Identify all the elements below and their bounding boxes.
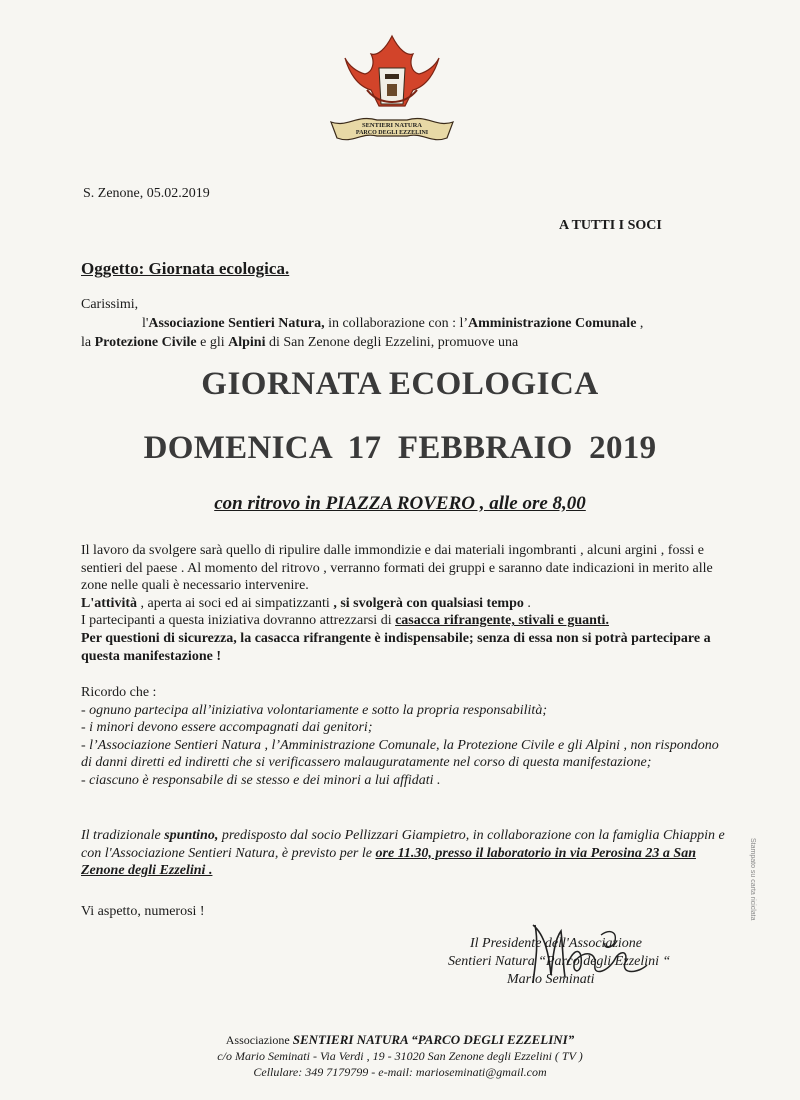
- weather-text: , aperta ai soci ed ai simpatizzanti: [137, 595, 334, 611]
- intro-civil-protection: Protezione Civile: [94, 335, 197, 350]
- intro-paragraph: [81, 314, 721, 352]
- signature-block: [448, 935, 730, 989]
- snack-text: Il tradizionale: [81, 828, 165, 843]
- letterhead-footer: [0, 1032, 800, 1080]
- safety-paragraph: [81, 630, 726, 665]
- snack-text: predisposto dal socio Pellizzari Giampietro, in collaborazione con la famiglia Chiappin e con l'Associazione Sentieri Natura, è previsto per le: [81, 828, 725, 861]
- equipment-list: casacca rifrangente, stivali e guanti.: [395, 613, 609, 629]
- reminder-item: - l’Associazione Sentieri Natura , l’Amministrazione Comunale, la Protezione Civile e gli Alpini , non rispondono di danni diretti ed indiretti che si verificassero malauguratamente nel corso di questa manifestazione;: [81, 737, 719, 771]
- intro-association-name: Associazione Sentieri Natura,: [148, 316, 325, 331]
- closing-line: Vi aspetto, numerosi !: [81, 904, 205, 919]
- equipment-text: I partecipanti a questa iniziativa dovranno attrezzarsi di: [81, 613, 396, 629]
- activity-label: L'attività: [81, 595, 137, 611]
- footer-org-name: SENTIERI NATURA “PARCO DEGLI EZZELINI”: [292, 1032, 575, 1047]
- intro-text: in collaborazione con : l’: [324, 316, 469, 331]
- footer-phone-email: 349 7179799 - e-mail: marioseminati@gmail.com: [302, 1065, 547, 1079]
- snack-label: spuntino,: [164, 828, 219, 843]
- weather-text: .: [523, 595, 531, 611]
- footer-contacts: [0, 1064, 800, 1080]
- event-title: GIORNATA ECOLOGICA: [201, 366, 599, 402]
- reminder-title: Ricordo che :: [81, 685, 157, 700]
- details-section: [81, 542, 726, 665]
- reminder-item: - ognuno partecipa all’iniziativa volontariamente e sotto la propria responsabilità;: [81, 702, 547, 718]
- intro-line-2: [81, 333, 721, 352]
- intro-line-1: [81, 314, 721, 333]
- intro-text: di San Zenone degli Ezzelini, promuove una: [265, 335, 519, 350]
- subject-line: Oggetto: Giornata ecologica.: [81, 259, 290, 278]
- intro-text: e gli: [196, 335, 229, 350]
- signature-role: Il Presidente dell'Associazione: [470, 936, 642, 951]
- footer-address: c/o Mario Seminati - Via Verdi , 19 - 31020 San Zenone degli Ezzelini ( TV ): [217, 1049, 583, 1063]
- red-lily-emblem-icon: [345, 36, 439, 106]
- snack-paragraph: [81, 827, 726, 880]
- details-paragraph: Il lavoro da svolgere sarà quello di ripulire dalle immondizie e dai materiali ingombranti , alcuni argini , fossi e sentieri del paese . Al momento del ritrovo , verranno formati dei gruppi e saranno date indicazioni in merito alle zone nelle quali è necessario intervenire.: [81, 543, 713, 594]
- logo-banner-line1: SENTIERI NATURA: [361, 122, 423, 129]
- intro-alpini: Alpini: [228, 335, 266, 350]
- salutation: Carissimi,: [81, 297, 139, 312]
- event-date: DOMENICA 17 FEBBRAIO 2019: [143, 430, 657, 466]
- snack-time-place: ore 11.30, presso il laboratorio in via Perosina 23 a San Zenone degli Ezzelini .: [81, 845, 696, 879]
- equipment-paragraph: [81, 612, 726, 630]
- recipient: A TUTTI I SOCI: [559, 218, 662, 233]
- reminder-section: [81, 684, 726, 790]
- association-logo: [327, 28, 457, 148]
- meeting-point: con ritrovo in PIAZZA ROVERO , alle ore 8,00: [214, 493, 586, 514]
- reminder-item: - i minori devono essere accompagnati dai genitori;: [81, 720, 373, 736]
- signature-name: Mario Seminati: [507, 972, 595, 987]
- intro-municipality: Amministrazione Comunale: [468, 316, 637, 331]
- footer-phone-label: Cellulare:: [253, 1065, 303, 1079]
- weather-paragraph: [81, 595, 726, 613]
- logo-banner-line2: PARCO DEGLI EZZELINI: [355, 130, 429, 136]
- reminder-item: - ciascuno è responsabile di se stesso e dei minori a lui affidati .: [81, 772, 441, 788]
- logo-banner: [331, 118, 453, 139]
- any-weather-note: , si svolgerà con qualsiasi tempo: [333, 595, 524, 611]
- signature-organization: Sentieri Natura “Parco degli Ezzelini “: [448, 954, 671, 969]
- intro-text: l': [142, 316, 149, 331]
- date-line: S. Zenone, 05.02.2019: [83, 186, 210, 201]
- footer-org: [0, 1032, 800, 1048]
- intro-text: la: [81, 335, 95, 350]
- footer-org-prefix: Associazione: [225, 1033, 293, 1047]
- recycled-paper-note: Stampato su carta riciclata: [749, 838, 756, 921]
- safety-note: Per questioni di sicurezza, la casacca rifrangente è indispensabile; senza di essa non si potrà partecipare a questa manifestazione !: [81, 630, 711, 664]
- intro-text: ,: [636, 316, 644, 331]
